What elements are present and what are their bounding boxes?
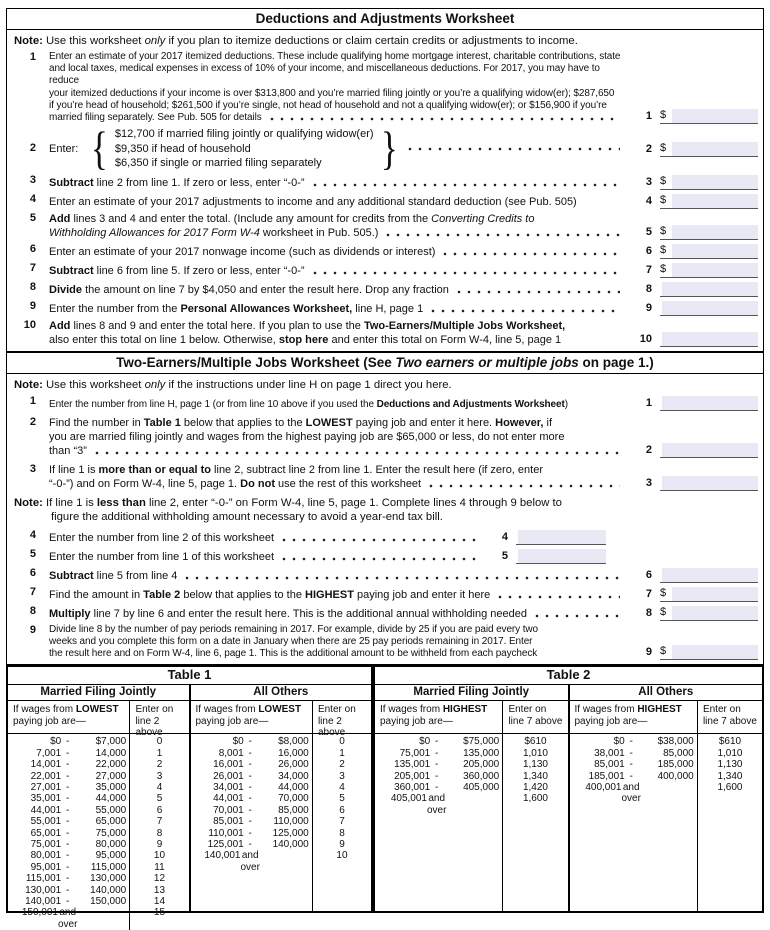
ws1-row-1: 1 Enter an estimate of your 2017 itemized deductions. These include qualifying home mortgage interest, charitable contributions, state and local taxes, medical expenses in excess of 10% of your income, and miscellaneous deductions. For 2017, you may have to reduce your itemized deductions if your income is over $313,800 and you’re married filing jointly or you’re a qualifying widow(er); $287,650 if you’re head of household; $261,500 if you’re single, not head of household and not a qualifying widow(er); or $156,900 if you’re married filing separately. See Pub. 505 for details 1 $: [12, 50, 758, 126]
ws2-row-8: 8 Multiply line 7 by line 6 and enter the result here. This is the additional annual withholding needed 8 $: [12, 604, 758, 623]
wage-range-cell: 80,001 - 95,000: [30, 850, 127, 862]
table2-married-filing-jointly: Married Filing Jointly If wages from HIGHEST paying job are— $0 - $75,000 75,001 - 135,000 135,001 - 205,000 205,001 - 360,000 360,001 - 405,000 405,001 and over Enter on line 7 above $610 1,010 1,130 1,340 1,420 1,600: [375, 685, 568, 911]
ws1-row-6: 6 Enter an estimate of your 2017 nonwage income (such as dividends or interest) 6 $: [12, 242, 758, 261]
wage-range-cell: 110,001 - 125,000: [208, 827, 309, 839]
wage-range-cell: 8,001 - 16,000: [218, 747, 309, 759]
ws2-row-6: 6 Subtract line 5 from line 4 6: [12, 566, 758, 585]
ws2-note1: Note: Use this worksheet only if the instructions under line H on page 1 direct you here.: [14, 378, 452, 391]
withholding-cell: 1,600: [522, 793, 548, 805]
dot-leader: [457, 290, 620, 294]
ws1-line9-number-field[interactable]: [662, 301, 758, 315]
wage-range-cell: 38,001 - 85,000: [594, 747, 694, 759]
ws2-row-1: 1 Enter the number from line H, page 1 (or from line 10 above if you used the Deductions and Adjustments Worksheet) 1: [12, 394, 758, 413]
withholding-cell: 1,010: [717, 747, 743, 759]
dot-leader: [443, 252, 620, 256]
column-header: If wages from LOWEST paying job are—: [8, 701, 129, 734]
wage-range-cell: 44,001 - 70,000: [213, 793, 309, 805]
table-1-title: Table 1: [8, 667, 371, 685]
dot-leader: [535, 614, 620, 618]
wage-range-cell: 400,001 and over: [585, 781, 641, 805]
allowances-cell: 8: [339, 827, 345, 839]
dollar-sign: $: [660, 141, 667, 154]
line-number: 1: [29, 51, 36, 63]
wage-range-cell: 55,001 - 65,000: [30, 816, 127, 828]
ws2-row-5: 5 Enter the number from line 1 of this worksheet 5: [12, 547, 758, 566]
table-2: [373, 665, 764, 913]
enter-label: Enter:: [49, 142, 79, 155]
withholding-cell: $610: [718, 736, 742, 748]
dot-leader: [408, 147, 620, 151]
right-brace: }: [380, 122, 398, 175]
allowances-cell: 12: [153, 873, 166, 885]
ws1-note: Note: Use this worksheet only if you plan to itemize deductions or claim certain credits or adjustments to income.: [14, 35, 578, 47]
dollar-sign: $: [660, 174, 667, 187]
dollar-sign: $: [660, 586, 667, 599]
dollar-sign: $: [660, 109, 667, 122]
wage-range-cell: 360,001 - 405,000: [394, 781, 500, 793]
withholding-cell: 1,130: [717, 759, 743, 771]
ws1-line6-amount-field[interactable]: [672, 244, 758, 258]
ws1-row-3: 3 Subtract line 2 from line 1. If zero or less, enter “-0-” 3 $: [12, 173, 758, 192]
ws2-note2: Note: If line 1 is less than line 2, enter “-0-” on Form W-4, line 5, page 1. Complete lines 4 through 9 below to figure the additional withholding amount necessary to avoid a year-end tax bill.: [14, 496, 562, 523]
withholding-cell: 1,340: [522, 770, 548, 782]
wage-range-cell: 14,001 - 22,000: [30, 759, 127, 771]
ws2-line5-number-field[interactable]: [518, 549, 606, 563]
wage-range-cell: 75,001 - 135,000: [399, 747, 500, 759]
ws2-row-2: 2 Find the number in Table 1 below that applies to the LOWEST paying job and enter it here. However, if you are married filing jointly and wages from the highest paying job are $65,000 or less, do not enter more than “3” 2: [12, 415, 758, 460]
wage-range-cell: 16,001 - 26,000: [213, 759, 309, 771]
ws2-line6-number-field[interactable]: [662, 568, 758, 582]
wage-range-cell: $0 - $75,000: [419, 736, 500, 748]
dot-leader: [313, 271, 620, 275]
ws1-row-7: 7 Subtract line 6 from line 5. If zero or less, enter “-0-” 7 $: [12, 261, 758, 280]
wage-range-cell: 95,001 - 115,000: [30, 861, 127, 873]
allowances-cell: 7: [156, 816, 163, 828]
ws2-row-9: 9 Divide line 8 by the number of pay periods remaining in 2017. For example, divide by 25 if you are paid every two weeks and you complete this form on a date in January when there are 25 pay periods remaining in 2017. Enter the result here and on Form W-4, line 6, page 1. This is the additional amount to be withheld from each paycheck 9 $: [12, 623, 758, 663]
wage-range-cell: 135,001 - 205,000: [394, 759, 500, 771]
allowances-cell: 1: [156, 747, 163, 759]
wage-range-cell: $0 - $7,000: [50, 736, 127, 748]
allowances-cell: 13: [153, 884, 166, 896]
wage-range-cell: 22,001 - 27,000: [30, 770, 127, 782]
dollar-sign: $: [660, 243, 667, 256]
wage-range-cell: $0 - $38,000: [613, 736, 694, 748]
dot-leader: [185, 576, 620, 580]
ws2-line2-number-field[interactable]: [662, 443, 758, 457]
allowances-cell: 7: [339, 816, 345, 828]
dot-leader: [431, 309, 620, 313]
withholding-cell: 1,130: [522, 759, 548, 771]
ws2-line3-number-field[interactable]: [662, 476, 758, 490]
ws1-line7-amount-field[interactable]: [672, 263, 758, 277]
ws1-row-8: 8 Divide the amount on line 7 by $4,050 and enter the result here. Drop any fraction 8: [12, 280, 758, 299]
column-header: Enter on line 2 above: [313, 701, 371, 734]
column-header: If wages from HIGHEST paying job are—: [375, 701, 502, 734]
allowances-cell: 9: [156, 838, 163, 850]
allowances-cell: 3: [339, 770, 345, 782]
allowances-cell: 11: [154, 861, 165, 873]
allowances-cell: 5: [156, 793, 163, 805]
allowances-cell: 2: [339, 759, 345, 771]
ws1-row-5: 5 Add lines 3 and 4 and enter the total. (Include any amount for credits from the Converting Credits to Withholding Allowances for 2017 Form W-4 worksheet in Pub. 505.) 5 $: [12, 211, 758, 242]
dot-leader: [270, 117, 620, 121]
ws2-body: [6, 374, 764, 666]
wage-range-cell: 125,001 - 140,000: [207, 838, 309, 850]
allowances-cell: 10: [153, 850, 166, 862]
withholding-cell: $610: [524, 736, 547, 748]
allowances-cell: 2: [156, 759, 163, 771]
left-brace: {: [91, 122, 109, 175]
wage-range-cell: 205,001 - 360,000: [394, 770, 500, 782]
allowances-cell: 6: [339, 804, 345, 816]
table2-all-others: All Others If wages from HIGHEST paying job are— $0 - $38,000 38,001 - 85,000 85,001 - 185,000 185,001 - 400,000 400,001 and over Enter on line 7 above $610 1,010 1,130 1,340 1,600: [568, 685, 763, 911]
ws2-line9-amount-field[interactable]: [672, 645, 758, 659]
allowances-cell: 9: [339, 838, 345, 850]
dollar-sign: $: [660, 193, 667, 206]
ws1-line3-amount-field[interactable]: [672, 175, 758, 189]
table-2-title: Table 2: [375, 667, 762, 685]
ws2-line1-number-field[interactable]: [662, 396, 758, 410]
dot-leader: [386, 233, 620, 237]
column-header: Enter on line 2 above: [130, 701, 188, 734]
ws1-line10-total-field[interactable]: [662, 332, 758, 346]
ws1-row-2: 2 Enter: { $12,700 if married filing jointly or qualifying widow(er) $9,350 if head of household $6,350 if single or married filing separately } 2 $: [12, 126, 758, 173]
ws2-line4-number-field[interactable]: [518, 530, 606, 544]
ws2-line8-amount-field[interactable]: [672, 606, 758, 620]
ws1-title: Deductions and Adjustments Worksheet: [6, 8, 764, 30]
ws2-row-3: 3 If line 1 is more than or equal to line 2, subtract line 2 from line 1. Enter the result here (if zero, enter “-0-”) and on Form W-4, line 5, page 1. Do not use the rest of this worksheet 3: [12, 462, 758, 493]
dot-leader: [95, 451, 620, 455]
wage-range-cell: 150,001 and over: [21, 907, 78, 930]
ws1-body: [6, 30, 764, 352]
wage-range-cell: 75,001 - 80,000: [30, 838, 127, 850]
wage-range-cell: 44,001 - 55,000: [30, 804, 127, 816]
wage-range-cell: 70,001 - 85,000: [213, 804, 309, 816]
wage-range-cell: 85,001 - 185,000: [594, 759, 694, 771]
allowances-cell: 6: [156, 804, 163, 816]
allowances-cell: 3: [156, 770, 163, 782]
dot-leader: [282, 538, 476, 542]
allowances-cell: 1: [339, 747, 345, 759]
dot-leader: [313, 183, 620, 187]
ws2-line7-amount-field[interactable]: [672, 587, 758, 601]
allowances-cell: 4: [339, 781, 345, 793]
allowances-cell: 0: [339, 736, 345, 748]
withholding-cell: 1,010: [522, 747, 548, 759]
wage-range-cell: 85,001 - 110,000: [213, 816, 309, 828]
ws1-line5-amount-field[interactable]: [672, 225, 758, 239]
wage-range-cell: 27,001 - 35,000: [30, 781, 127, 793]
table1-married-filing-jointly: Married Filing Jointly If wages from LOWEST paying job are— $0 - $7,000 7,001 - 14,000 14,001 - 22,000 22,001 - 27,000 27,001 - 35,000 35,001 - 44,000 44,001 - 55,000 55,001 - 65,000 65,001 - 75,000 75,001 - 80,000 80,001 - 95,000 95,001 - 115,000 115,001 - 130,000 130,001 - 140,000 140,001 - 150,000 150,001 and over Enter on line 2 above 0 1 2 3 4 5 6 7 8 9 10 11 12 13 14 15: [8, 685, 189, 911]
wage-range-cell: 34,001 - 44,000: [213, 781, 309, 793]
dot-leader: [498, 595, 620, 599]
allowances-cell: 5: [339, 793, 345, 805]
column-header: If wages from HIGHEST paying job are—: [570, 701, 697, 734]
wage-range-cell: 130,001 - 140,000: [25, 884, 127, 896]
ws1-row-4: 4 Enter an estimate of your 2017 adjustments to income and any additional standard deduction (see Pub. 505) 4 $: [12, 192, 758, 211]
dot-leader: [282, 557, 476, 561]
tables-section: [6, 665, 764, 930]
withholding-cell: 1,340: [717, 770, 743, 782]
withholding-cell: 1,600: [717, 781, 743, 793]
allowances-cell: 10: [336, 850, 348, 862]
wage-range-cell: 405,001 and over: [390, 793, 447, 816]
wage-range-cell: 35,001 - 44,000: [30, 793, 127, 805]
ws1-row-10: 10 Add lines 8 and 9 and enter the total here. If you plan to use the Two-Earners/Multiple Jobs Worksheet, also enter this total on line 1 below. Otherwise, stop here and enter this total on Form W-4, line 5, page 1 10: [12, 318, 758, 349]
allowances-cell: 8: [156, 827, 163, 839]
wage-range-cell: 7,001 - 14,000: [36, 747, 127, 759]
allowances-cell: 4: [156, 781, 163, 793]
wage-range-cell: 115,001 - 130,000: [25, 873, 127, 885]
wage-range-cell: 65,001 - 75,000: [30, 827, 127, 839]
dollar-sign: $: [660, 645, 667, 658]
wage-range-cell: 26,001 - 34,000: [213, 770, 309, 782]
column-header: Enter on line 7 above: [698, 701, 762, 734]
ws1-row-9: 9 Enter the number from the Personal Allowances Worksheet, line H, page 1 9: [12, 299, 758, 318]
dollar-sign: $: [660, 224, 667, 237]
wage-range-cell: 140,001 - 150,000: [25, 896, 127, 908]
table1-all-others: All Others If wages from LOWEST paying job are— $0 - $8,000 8,001 - 16,000 16,001 - 26,000 26,001 - 34,000 34,001 - 44,000 44,001 - 70,000 70,001 - 85,000 85,001 - 110,000 110,001 - 125,000 125,001 - 140,000 140,001 and over Enter on line 2 above 0 1 2 3 4 5 6 7 8 9 10: [189, 685, 372, 911]
column-header: Enter on line 7 above: [503, 701, 567, 734]
table-1: [6, 665, 373, 930]
wage-range-cell: 185,001 - 400,000: [588, 770, 694, 782]
ws1-line2-amount-field[interactable]: [672, 142, 758, 156]
ws2-row-4: 4 Enter the number from line 2 of this worksheet 4: [12, 528, 758, 547]
column-header: If wages from LOWEST paying job are—: [191, 701, 312, 734]
ws1-line8-number-field[interactable]: [662, 282, 758, 296]
ws2-title: Two-Earners/Multiple Jobs Worksheet (See Two earners or multiple jobs on page 1.): [6, 352, 764, 374]
withholding-cell: 1,420: [522, 781, 548, 793]
ws1-line1-amount-field[interactable]: [672, 109, 758, 123]
allowances-cell: 15: [153, 907, 166, 919]
dot-leader: [429, 484, 620, 488]
allowances-cell: 0: [156, 736, 163, 748]
allowances-cell: 14: [153, 896, 166, 908]
ws2-row-7: 7 Find the amount in Table 2 below that applies to the HIGHEST paying job and enter it here 7 $: [12, 585, 758, 604]
dollar-sign: $: [660, 605, 667, 618]
dollar-sign: $: [660, 262, 667, 275]
ws1-line4-amount-field[interactable]: [672, 194, 758, 208]
wage-range-cell: 140,001 and over: [204, 850, 260, 873]
wage-range-cell: $0 - $8,000: [232, 736, 309, 748]
